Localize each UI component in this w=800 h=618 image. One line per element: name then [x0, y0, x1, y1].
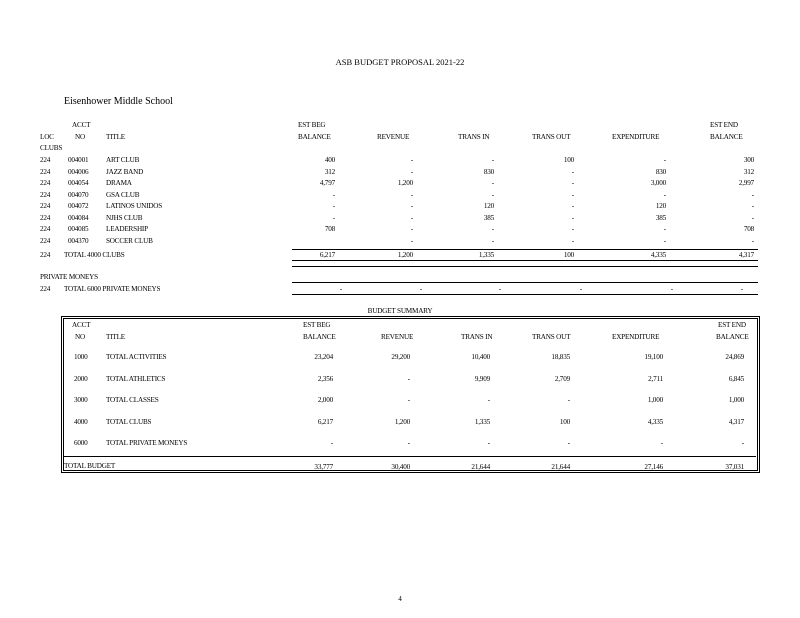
club-cell-beg: - [332, 213, 335, 222]
summary-cell-tin: - [487, 396, 490, 404]
club-cell-rev: - [410, 156, 413, 164]
summary-header-expenditure: EXPENDITURE [612, 333, 660, 341]
club-cell-acct: 004085 [68, 225, 89, 233]
club-cell-loc: 224 [40, 202, 51, 210]
club-cell-beg: 4,797 [319, 179, 335, 187]
club-cell-title: LATINOS UNIDOS [106, 202, 163, 210]
header-end-1: EST END [710, 121, 738, 129]
club-cell-exp: - [663, 156, 666, 164]
club-cell-tin: 120 [483, 202, 494, 210]
club-cell-tin: 830 [483, 167, 494, 176]
section-clubs: CLUBS [40, 144, 63, 152]
club-cell-tout: - [571, 179, 574, 187]
club-cell-tin: 385 [483, 213, 494, 222]
summary-cell-beg: 23,204 [314, 353, 333, 361]
club-cell-exp: 385 [655, 213, 666, 222]
clubs-total-tout: 100 [563, 251, 574, 259]
header-acct: ACCT [72, 121, 91, 129]
summary-total-tout: 21,644 [551, 463, 570, 471]
clubs-total-beg: 6,217 [319, 251, 335, 259]
club-cell-title: LEADERSHIP [106, 225, 148, 233]
summary-cell-title: TOTAL CLASSES [106, 396, 159, 404]
club-cell-tout: - [571, 202, 574, 210]
private-bottom-rule [292, 294, 758, 295]
club-cell-loc: 224 [40, 167, 51, 176]
summary-cell-acct: 1000 [74, 353, 88, 361]
summary-cell-title: TOTAL PRIVATE MONEYS [106, 439, 188, 447]
summary-cell-beg: 2,000 [317, 396, 333, 404]
club-cell-acct: 004072 [68, 202, 89, 210]
club-cell-rev: 1,200 [397, 179, 413, 187]
header-no: NO [75, 133, 85, 141]
club-cell-rev: - [410, 202, 413, 210]
private-total-tout: - [579, 285, 582, 293]
club-cell-tout: - [571, 236, 574, 245]
club-cell-title: NJHS CLUB [106, 213, 143, 222]
club-cell-acct: 004054 [68, 179, 89, 187]
summary-total-tin: 21,644 [471, 463, 490, 471]
summary-cell-end: 24,869 [725, 353, 744, 361]
summary-cell-tin: 10,400 [471, 353, 490, 361]
summary-header-title: TITLE [106, 333, 125, 341]
summary-cell-rev: - [407, 439, 410, 447]
clubs-total-exp: 4,335 [650, 251, 666, 259]
club-cell-acct: 004006 [68, 167, 89, 176]
summary-cell-acct: 6000 [74, 439, 88, 447]
summary-cell-exp: 19,100 [644, 353, 663, 361]
summary-total-rule [63, 456, 756, 457]
summary-cell-rev: - [407, 374, 410, 383]
club-cell-beg: 312 [324, 167, 335, 176]
summary-header-end-2: BALANCE [716, 333, 749, 341]
budget-summary-heading: BUDGET SUMMARY [367, 307, 433, 315]
header-title: TITLE [106, 133, 125, 141]
summary-cell-title: TOTAL CLUBS [106, 417, 152, 426]
header-beg-2: BALANCE [298, 133, 331, 141]
summary-cell-acct: 4000 [74, 417, 88, 426]
summary-cell-title: TOTAL ACTIVITIES [106, 353, 167, 361]
private-total-end: - [740, 285, 743, 293]
club-cell-exp: - [663, 236, 666, 245]
summary-cell-end: 6,845 [728, 374, 744, 383]
summary-cell-acct: 2000 [74, 374, 88, 383]
summary-cell-beg: 6,217 [317, 417, 333, 426]
private-top-rule [292, 282, 758, 283]
summary-header-beg-1: EST BEG [303, 321, 331, 329]
club-cell-tout: - [571, 167, 574, 176]
summary-cell-exp: - [660, 439, 663, 447]
club-cell-tin: - [491, 225, 494, 233]
club-cell-exp: 3,000 [650, 179, 666, 187]
private-total-exp: - [670, 285, 673, 293]
page-number: 4 [398, 595, 402, 603]
club-cell-end: - [751, 202, 754, 210]
school-name: Eisenhower Middle School [64, 96, 173, 107]
summary-total-rev: 30,400 [391, 463, 410, 471]
club-cell-loc: 224 [40, 213, 51, 222]
club-cell-title: ART CLUB [106, 156, 140, 164]
summary-cell-tin: - [487, 439, 490, 447]
section-rule [292, 266, 758, 267]
summary-cell-tout: 100 [559, 417, 570, 426]
summary-header-end-1: EST END [718, 321, 746, 329]
summary-cell-rev: - [407, 396, 410, 404]
summary-cell-exp: 1,000 [647, 396, 663, 404]
private-total-rev: - [419, 285, 422, 293]
summary-cell-end: - [741, 439, 744, 447]
club-cell-exp: 120 [655, 202, 666, 210]
club-cell-loc: 224 [40, 156, 51, 164]
club-cell-tin: - [491, 179, 494, 187]
summary-cell-end: 4,317 [728, 417, 744, 426]
summary-cell-end: 1,000 [728, 396, 744, 404]
club-cell-beg: 400 [324, 156, 335, 164]
club-cell-loc: 224 [40, 225, 51, 233]
club-cell-rev: - [410, 236, 413, 245]
private-total-beg: - [339, 285, 342, 293]
club-cell-end: - [751, 236, 754, 245]
club-cell-rev: - [410, 190, 413, 199]
club-cell-tout: - [571, 225, 574, 233]
club-cell-tout: 100 [563, 156, 574, 164]
summary-cell-beg: 2,356 [317, 374, 333, 383]
document-title: ASB BUDGET PROPOSAL 2021-22 [335, 57, 465, 67]
clubs-total-rev: 1,200 [397, 251, 413, 259]
summary-header-revenue: REVENUE [381, 333, 414, 341]
club-cell-rev: - [410, 213, 413, 222]
club-cell-loc: 224 [40, 179, 51, 187]
header-end-2: BALANCE [710, 133, 743, 141]
club-cell-end: 708 [743, 225, 754, 233]
clubs-total-tin: 1,335 [478, 251, 494, 259]
summary-header-trans-in: TRANS IN [461, 333, 493, 341]
summary-header-no: NO [75, 333, 85, 341]
summary-cell-exp: 4,335 [647, 417, 663, 426]
club-cell-exp: - [663, 190, 666, 199]
summary-cell-tout: - [567, 439, 570, 447]
summary-cell-rev: 29,200 [391, 353, 410, 361]
club-cell-acct: 004370 [68, 236, 89, 245]
club-cell-acct: 004084 [68, 213, 89, 222]
summary-total-end: 37,031 [725, 463, 744, 471]
private-total-tin: - [498, 285, 501, 293]
summary-cell-exp: 2,711 [648, 374, 663, 383]
summary-cell-rev: 1,200 [394, 417, 410, 426]
header-loc: LOC [40, 133, 54, 141]
section-private: PRIVATE MONEYS [40, 273, 98, 281]
summary-cell-tin: 9,909 [474, 374, 490, 383]
club-cell-title: SOCCER CLUB [106, 236, 153, 245]
club-cell-exp: 830 [655, 167, 666, 176]
club-cell-end: - [751, 213, 754, 222]
club-cell-tin: - [491, 156, 494, 164]
club-cell-tin: - [491, 236, 494, 245]
summary-header-trans-out: TRANS OUT [532, 333, 571, 341]
clubs-total-title: TOTAL 4000 CLUBS [64, 251, 125, 259]
total-top-rule [292, 249, 758, 250]
club-cell-beg: - [332, 202, 335, 210]
header-trans-out: TRANS OUT [532, 133, 571, 141]
club-cell-end: 300 [743, 156, 754, 164]
summary-header-beg-2: BALANCE [303, 333, 336, 341]
club-cell-title: GSA CLUB [106, 190, 140, 199]
summary-total-title: TOTAL BUDGET [64, 462, 116, 470]
club-cell-end: 2,997 [738, 179, 754, 187]
summary-cell-tout: 18,835 [551, 353, 570, 361]
club-cell-tout: - [571, 213, 574, 222]
club-cell-title: JAZZ BAND [106, 167, 144, 176]
summary-cell-beg: - [330, 439, 333, 447]
club-cell-loc: 224 [40, 190, 51, 199]
clubs-total-loc: 224 [40, 251, 51, 259]
summary-cell-tout: - [567, 396, 570, 404]
summary-cell-tout: 2,709 [554, 374, 570, 383]
summary-cell-title: TOTAL ATHLETICS [106, 374, 166, 383]
club-cell-acct: 004001 [68, 156, 89, 164]
club-cell-acct: 004070 [68, 190, 89, 199]
club-cell-loc: 224 [40, 236, 51, 245]
header-revenue: REVENUE [377, 133, 410, 141]
club-cell-end: - [751, 190, 754, 199]
header-expenditure: EXPENDITURE [612, 133, 660, 141]
summary-cell-tin: 1,335 [474, 417, 490, 426]
club-cell-rev: - [410, 167, 413, 176]
club-cell-end: 312 [743, 167, 754, 176]
club-cell-tin: - [491, 190, 494, 199]
club-cell-tout: - [571, 190, 574, 199]
header-trans-in: TRANS IN [458, 133, 490, 141]
total-bottom-rule [292, 260, 758, 261]
club-cell-rev: - [410, 225, 413, 233]
club-cell-beg: 708 [324, 225, 335, 233]
clubs-total-end: 4,317 [738, 251, 754, 259]
private-total-loc: 224 [40, 285, 51, 293]
summary-header-acct: ACCT [72, 321, 91, 329]
summary-total-exp: 27,146 [644, 463, 663, 471]
club-cell-beg: - [332, 190, 335, 199]
header-beg-1: EST BEG [298, 121, 326, 129]
private-total-title: TOTAL 6000 PRIVATE MONEYS [64, 285, 161, 293]
club-cell-title: DRAMA [106, 179, 132, 187]
summary-total-beg: 33,777 [314, 463, 333, 471]
summary-cell-acct: 3000 [74, 396, 88, 404]
club-cell-exp: - [663, 225, 666, 233]
